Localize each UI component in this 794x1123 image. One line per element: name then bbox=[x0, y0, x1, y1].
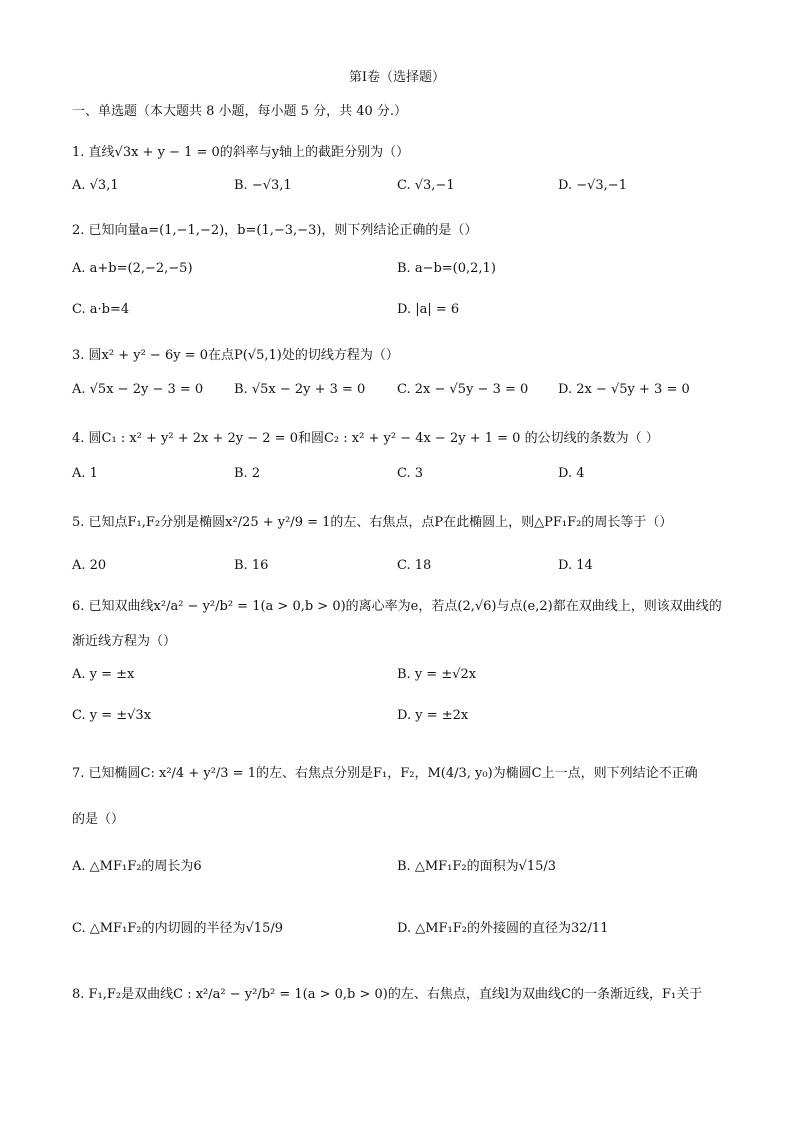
question-5-stem: 5. 已知点F₁,F₂分别是椭圆x²/25 + y²/9 = 1的左、右焦点，点P在此椭圆上，则△PF₁F₂的周长等于（） bbox=[72, 515, 673, 530]
q7-option-b: B. △MF₁F₂的面积为√15/3 bbox=[397, 859, 557, 874]
q4-option-c: C. 3 bbox=[397, 466, 424, 481]
q1-option-a: A. √3,1 bbox=[72, 178, 119, 193]
question-3-stem: 3. 圆x² + y² − 6y = 0在点P(√5,1)处的切线方程为（） bbox=[72, 348, 399, 363]
q7-option-c: C. △MF₁F₂的内切圆的半径为√15/9 bbox=[72, 921, 283, 936]
q5-option-b: B. 16 bbox=[234, 558, 269, 573]
q1-option-c: C. √3,−1 bbox=[397, 178, 455, 193]
q2-option-a: A. a+b=(2,−2,−5) bbox=[72, 261, 193, 276]
question-7-stem: 7. 已知椭圆C: x²/4 + y²/3 = 1的左、右焦点分别是F₁，F₂，M(4/3, y₀)为椭圆C上一点，则下列结论不正确 bbox=[72, 766, 698, 781]
paper-title: 第Ⅰ卷（选择题） bbox=[348, 70, 446, 85]
q3-option-c: C. 2x − √5y − 3 = 0 bbox=[397, 382, 529, 397]
q7-option-d: D. △MF₁F₂的外接圆的直径为32/11 bbox=[397, 921, 609, 936]
q2-option-b: B. a−b=(0,2,1) bbox=[397, 261, 496, 276]
q5-option-c: C. 18 bbox=[397, 558, 432, 573]
question-1-stem: 1. 直线√3x + y − 1 = 0的斜率与y轴上的截距分别为（） bbox=[72, 145, 410, 160]
question-8-stem: 8. F₁,F₂是双曲线C : x²/a² − y²/b² = 1(a > 0,b > 0)的左、右焦点，直线l为双曲线C的一条渐近线，F₁关于 bbox=[72, 987, 703, 1002]
section-heading: 一、单选题（本大题共 8 小题，每小题 5 分，共 40 分.） bbox=[72, 104, 408, 119]
q5-option-d: D. 14 bbox=[558, 558, 593, 573]
question-7-stem-continued: 的是（） bbox=[72, 812, 125, 827]
q2-option-c: C. a·b=4 bbox=[72, 302, 130, 317]
question-6-stem-continued: 渐近线方程为（） bbox=[72, 634, 177, 649]
q6-option-a: A. y = ±x bbox=[72, 667, 135, 682]
q1-option-d: D. −√3,−1 bbox=[558, 178, 627, 193]
q4-option-d: D. 4 bbox=[558, 466, 585, 481]
q6-option-c: C. y = ±√3x bbox=[72, 708, 152, 723]
question-4-stem: 4. 圆C₁ : x² + y² + 2x + 2y − 2 = 0和圆C₂ : x² + y² − 4x − 2y + 1 = 0 的公切线的条数为（ ） bbox=[72, 431, 659, 446]
q6-option-d: D. y = ±2x bbox=[397, 708, 469, 723]
q5-option-a: A. 20 bbox=[72, 558, 107, 573]
q4-option-b: B. 2 bbox=[234, 466, 261, 481]
question-2-stem: 2. 已知向量a=(1,−1,−2)，b=(1,−3,−3)，则下列结论正确的是（） bbox=[72, 223, 478, 238]
question-6-stem: 6. 已知双曲线x²/a² − y²/b² = 1(a > 0,b > 0)的离心率为e，若点(2,√6)与点(e,2)都在双曲线上，则该双曲线的 bbox=[72, 599, 722, 614]
q3-option-b: B. √5x − 2y + 3 = 0 bbox=[234, 382, 366, 397]
q3-option-a: A. √5x − 2y − 3 = 0 bbox=[72, 382, 204, 397]
q3-option-d: D. 2x − √5y + 3 = 0 bbox=[558, 382, 690, 397]
q6-option-b: B. y = ±√2x bbox=[397, 667, 477, 682]
q7-option-a: A. △MF₁F₂的周长为6 bbox=[72, 859, 202, 874]
q1-option-b: B. −√3,1 bbox=[234, 178, 292, 193]
q2-option-d: D. |a| = 6 bbox=[397, 302, 460, 317]
q4-option-a: A. 1 bbox=[72, 466, 98, 481]
